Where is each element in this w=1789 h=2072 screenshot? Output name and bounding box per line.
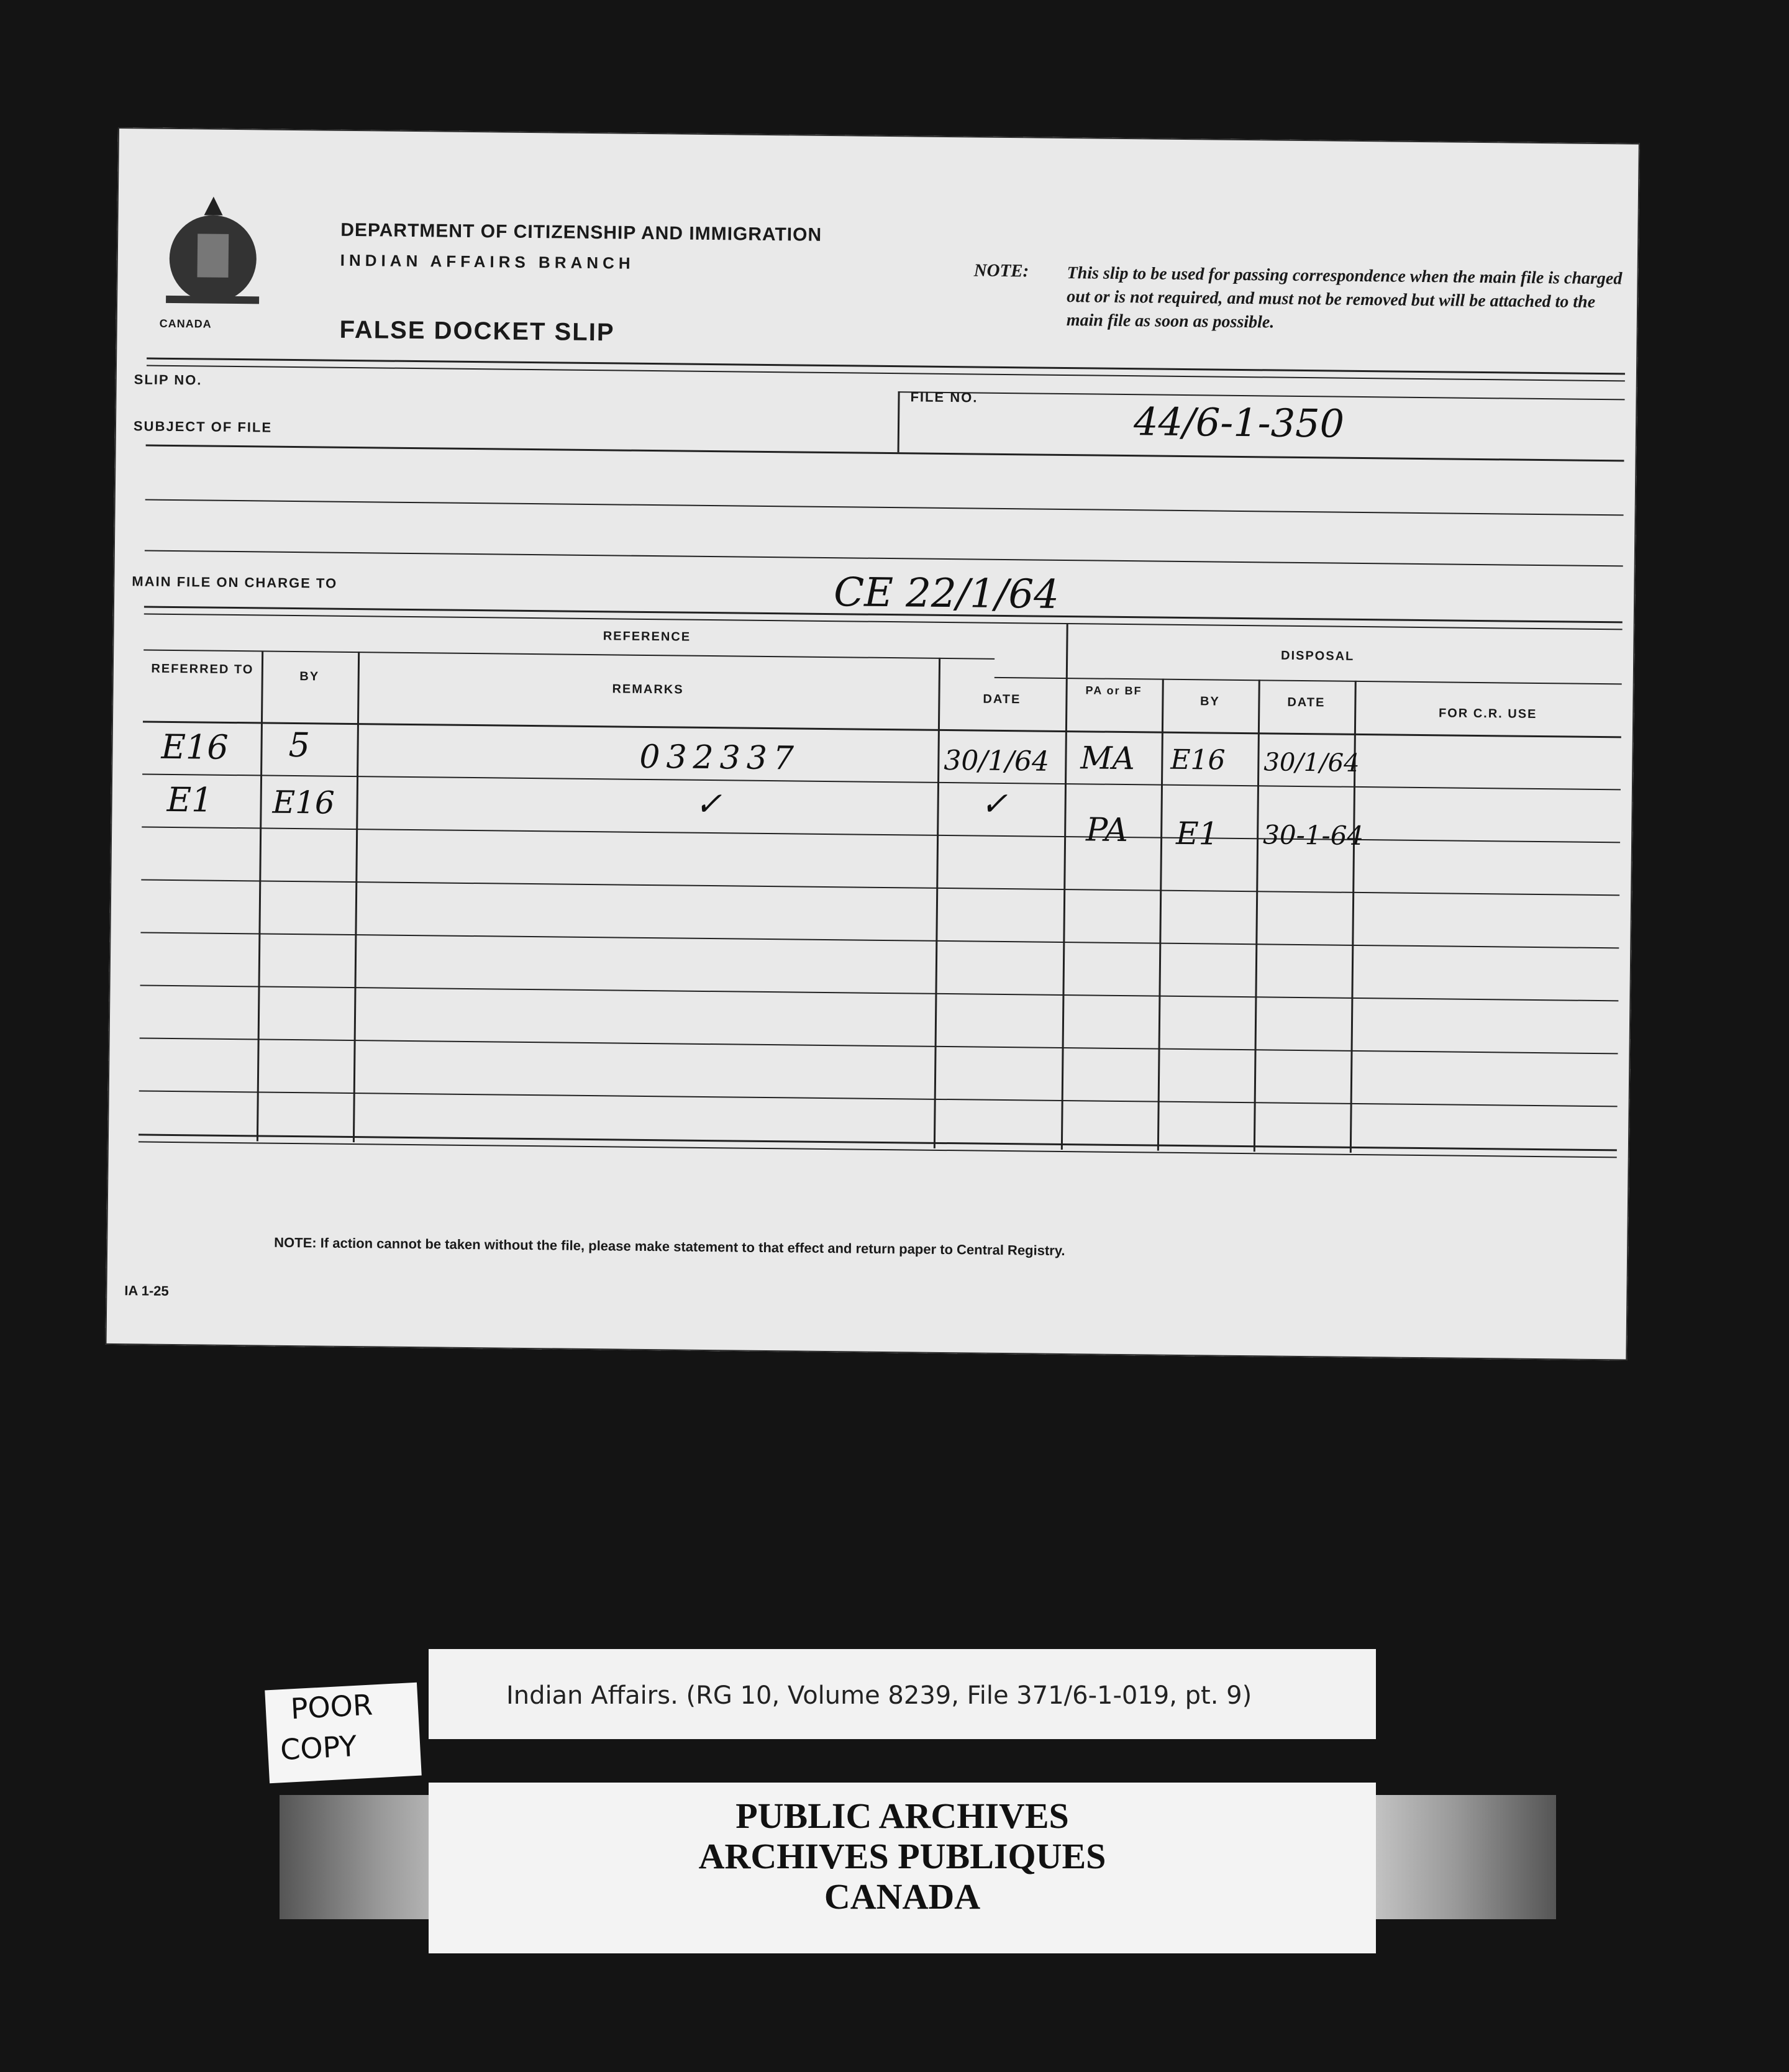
slip-no-label: SLIP NO. bbox=[134, 371, 203, 388]
row1-referred: E16 bbox=[161, 727, 229, 767]
row2-disposal-date: 30-1-64 bbox=[1262, 819, 1364, 852]
main-file-label: MAIN FILE ON CHARGE TO bbox=[132, 573, 338, 591]
disposal-header: DISPOSAL bbox=[1280, 648, 1355, 663]
row2-referred: E1 bbox=[166, 779, 213, 820]
poor-copy-stamp bbox=[265, 1683, 422, 1784]
archive-line-1: PUBLIC ARCHIVES bbox=[735, 1796, 1069, 1836]
canada-label: CANADA bbox=[159, 317, 212, 330]
main-file-value: CE 22/1/64 bbox=[833, 570, 1060, 618]
citation-card bbox=[429, 1649, 1376, 1739]
poor-copy-line-1: POOR bbox=[289, 1688, 374, 1726]
department-title: DEPARTMENT OF CITIZENSHIP AND IMMIGRATION bbox=[340, 219, 822, 245]
row2-by: E16 bbox=[272, 784, 335, 821]
reference-header: REFERENCE bbox=[603, 629, 691, 644]
archive-line-2: ARCHIVES PUBLIQUES bbox=[698, 1836, 1106, 1876]
docket-slip bbox=[105, 127, 1639, 1361]
row1-disposal-date: 30/1/64 bbox=[1263, 748, 1360, 778]
row1-pa-bf: MA bbox=[1080, 740, 1136, 777]
row1-remarks: 032337 bbox=[639, 738, 801, 778]
archive-line-3: CANADA bbox=[824, 1876, 981, 1917]
row2-pa-bf: PA bbox=[1085, 811, 1129, 850]
branch-title: INDIAN AFFAIRS BRANCH bbox=[340, 250, 635, 273]
col-disposal-date: DATE bbox=[1287, 695, 1326, 710]
col-date: DATE bbox=[983, 692, 1021, 707]
col-disposal-by: BY bbox=[1199, 694, 1220, 709]
col-by: BY bbox=[299, 670, 320, 684]
slip-title: FALSE DOCKET SLIP bbox=[339, 316, 615, 347]
row2-date-check: ✓ bbox=[980, 785, 1008, 824]
row1-by: 5 bbox=[288, 725, 311, 765]
row2-remarks-check: ✓ bbox=[694, 785, 722, 824]
col-cr-use: FOR C.R. USE bbox=[1438, 706, 1537, 721]
file-no-label: FILE NO. bbox=[910, 389, 978, 406]
coat-of-arms-icon bbox=[153, 190, 273, 316]
form-number: IA 1-25 bbox=[124, 1283, 169, 1299]
col-referred-to: REFERRED TO bbox=[151, 661, 254, 677]
row1-disposal-by: E16 bbox=[1170, 743, 1226, 776]
footer-note: NOTE: If action cannot be taken without the file, please make statement to that effect and return paper to Central Registry. bbox=[274, 1234, 1065, 1259]
note-text: This slip to be used for passing correspondence when the main file is charged out or is not required, and must not be removed but will be attached to the main file as soon as possible. bbox=[1066, 263, 1623, 332]
col-pa-bf: PA or BF bbox=[1085, 684, 1142, 697]
note-label: NOTE: bbox=[973, 260, 1029, 281]
row1-date: 30/1/64 bbox=[944, 744, 1050, 778]
subject-label: SUBJECT OF FILE bbox=[133, 418, 273, 435]
file-no-value: 44/6-1-350 bbox=[1133, 399, 1345, 447]
citation-text: Indian Affairs. (RG 10, Volume 8239, File 371/6-1-019, pt. 9) bbox=[506, 1681, 1252, 1710]
col-remarks: REMARKS bbox=[612, 682, 684, 697]
poor-copy-line-2: COPY bbox=[279, 1729, 358, 1767]
row2-disposal-by: E1 bbox=[1175, 815, 1219, 852]
